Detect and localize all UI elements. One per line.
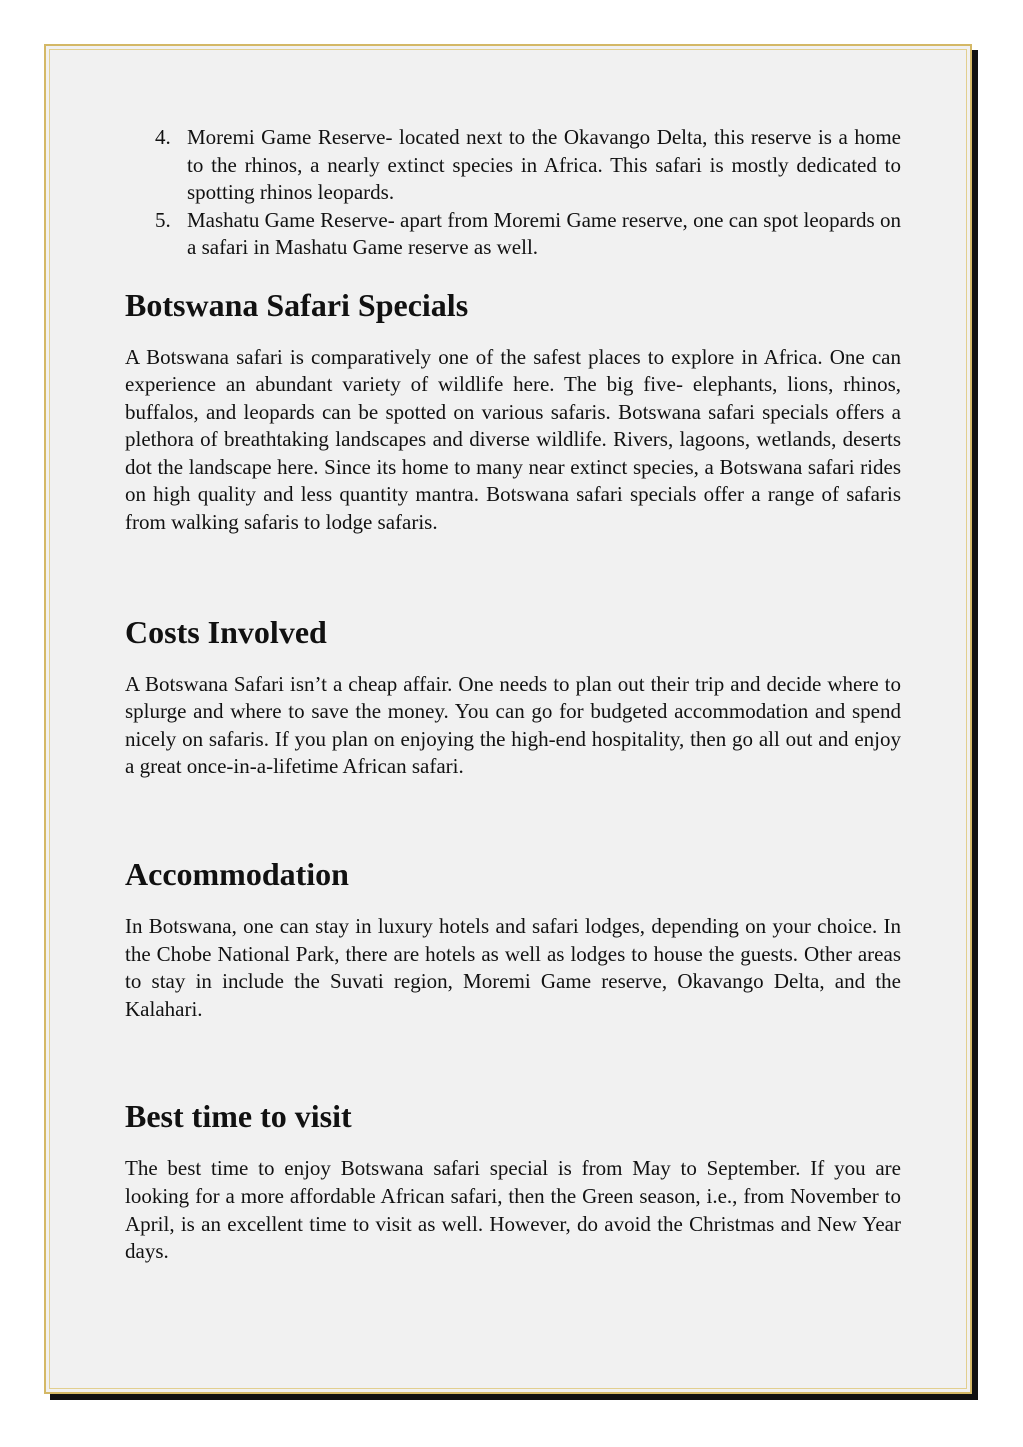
paragraph-costs-involved: A Botswana Safari isn’t a cheap affair. One needs to plan out their trip and decide where to splurge and where to save the money. You can go for budgeted accommodation and spend nicely on safaris. If you plan on enjoying the high-end hospitality, then go all out and enjoy a great once-in-a-lifetime African safari.	[125, 671, 901, 779]
heading-accommodation: Accommodation	[125, 856, 349, 893]
list-item-text: Mashatu Game Reserve- apart from Moremi Game reserve, one can spot leopards on a safari in Mashatu Game reserve as well.	[187, 207, 901, 259]
heading-costs-involved: Costs Involved	[125, 613, 327, 650]
list-item-text: Moremi Game Reserve- located next to the Okavango Delta, this reserve is a home to the rhinos, a nearly extinct species in Africa. This safari is mostly dedicated to spotting rhinos leopards.	[187, 125, 901, 204]
page-content	[125, 124, 901, 1266]
paragraph-safari-specials: A Botswana safari is comparatively one of the safest places to explore in Africa. One can experience an abundant variety of wildlife here. The big five- elephants, lions, rhinos, buffalos, and leopards can be spotted on various safaris. Botswana safari specials offers a plethora of breathtaking landscapes and diverse wildlife. Rivers, lagoons, wetlands, deserts dot the landscape here. Since its home to many near extinct species, a Botswana safari rides on high quality and less quantity mantra. Botswana safari specials offer a range of safaris from walking safaris to lodge safaris.	[125, 344, 901, 535]
list-item-number: 4.	[155, 125, 171, 149]
page-frame	[44, 44, 972, 1394]
paragraph-best-time: The best time to enjoy Botswana safari special is from May to September. If you are looking for a more affordable African safari, then the Green season, i.e., from November to April, is an excellent time to visit as well. However, do avoid the Christmas and New Year days.	[125, 1156, 901, 1264]
numbered-list	[125, 124, 901, 262]
heading-best-time: Best time to visit	[125, 1098, 352, 1135]
list-item	[155, 207, 901, 262]
heading-safari-specials: Botswana Safari Specials	[125, 286, 469, 323]
list-item-number: 5.	[155, 207, 171, 232]
paragraph-accommodation: In Botswana, one can stay in luxury hotels and safari lodges, depending on your choice. In the Chobe National Park, there are hotels as well as lodges to house the guests. Other areas to stay in include the Suvati region, Moremi Game reserve, Okavango Delta, and the Kalahari.	[125, 914, 901, 1021]
list-item	[155, 124, 901, 207]
